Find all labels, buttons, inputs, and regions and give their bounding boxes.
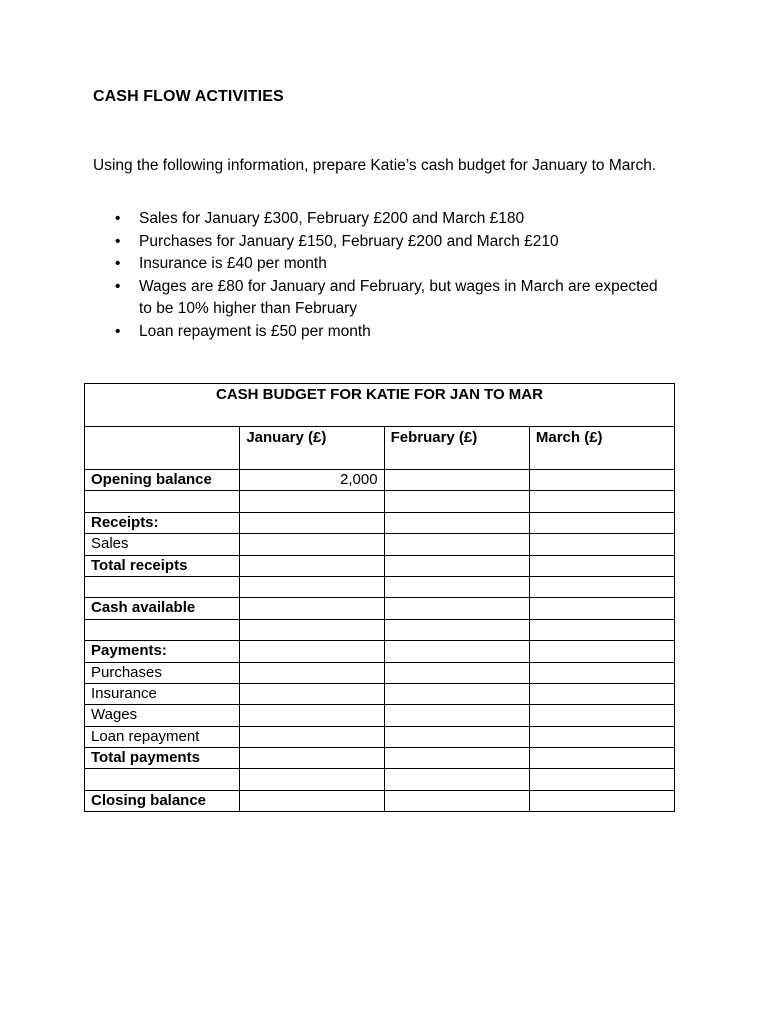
value-cell	[529, 555, 674, 576]
table-row	[85, 641, 675, 662]
row-label: Total receipts	[85, 555, 240, 576]
row-label: Cash available	[85, 598, 240, 619]
table-row	[85, 555, 675, 576]
value-cell	[384, 534, 529, 555]
table-row	[85, 769, 675, 790]
value-cell	[240, 491, 384, 512]
row-label: Payments:	[85, 641, 240, 662]
value-cell	[529, 705, 674, 726]
value-cell	[529, 726, 674, 747]
value-cell	[529, 769, 674, 790]
table-row	[85, 705, 675, 726]
bullet-text: Wages are £80 for January and February, but wages in March are expected to be 10% higher than February	[139, 277, 658, 317]
table-row	[85, 576, 675, 597]
intro-paragraph: Using the following information, prepare Katie’s cash budget for January to March.	[93, 157, 657, 174]
value-cell	[529, 683, 674, 704]
value-cell	[384, 726, 529, 747]
value-cell	[384, 769, 529, 790]
row-label: Insurance	[85, 683, 240, 704]
row-label	[85, 769, 240, 790]
value-cell	[529, 491, 674, 512]
row-label: Receipts:	[85, 512, 240, 533]
value-cell	[529, 512, 674, 533]
table-row	[85, 662, 675, 683]
info-bullet-list	[93, 208, 663, 343]
row-label	[85, 619, 240, 640]
value-cell	[529, 598, 674, 619]
row-label	[85, 576, 240, 597]
row-label: Wages	[85, 705, 240, 726]
value-cell	[240, 790, 384, 811]
table-row	[85, 512, 675, 533]
value-cell	[529, 641, 674, 662]
cash-budget-table	[84, 383, 675, 812]
row-label: Sales	[85, 534, 240, 555]
bullet-item	[93, 321, 663, 344]
value-cell	[240, 683, 384, 704]
bullet-dot: •	[115, 322, 121, 340]
table-row	[85, 598, 675, 619]
bullet-text: Purchases for January £150, February £200 and March £210	[139, 232, 559, 250]
table-title-row	[85, 384, 675, 427]
value-cell	[240, 555, 384, 576]
table-row	[85, 491, 675, 512]
value-cell	[384, 641, 529, 662]
row-label: Opening balance	[85, 470, 240, 491]
table-row	[85, 790, 675, 811]
row-label: Loan repayment	[85, 726, 240, 747]
value-cell	[240, 512, 384, 533]
value-cell	[240, 769, 384, 790]
value-cell: 2,000	[240, 470, 384, 491]
value-cell	[529, 576, 674, 597]
value-cell	[240, 662, 384, 683]
value-cell	[529, 470, 674, 491]
table-title: CASH BUDGET FOR KATIE FOR JAN TO MAR	[85, 384, 675, 427]
bullet-item	[93, 253, 663, 276]
bullet-dot: •	[115, 232, 121, 250]
table-row	[85, 683, 675, 704]
row-label: Purchases	[85, 662, 240, 683]
table-row	[85, 619, 675, 640]
value-cell	[384, 662, 529, 683]
bullet-text: Insurance is £40 per month	[139, 255, 327, 272]
value-cell	[240, 576, 384, 597]
value-cell	[384, 683, 529, 704]
value-cell	[384, 555, 529, 576]
value-cell	[240, 726, 384, 747]
bullet-text: Loan repayment is £50 per month	[139, 322, 371, 340]
table-row	[85, 534, 675, 555]
value-cell	[384, 705, 529, 726]
value-cell	[240, 641, 384, 662]
bullet-dot: •	[115, 210, 121, 227]
document-title: CASH FLOW ACTIVITIES	[93, 88, 284, 105]
bullet-item	[93, 208, 663, 231]
value-cell	[240, 705, 384, 726]
bullet-item	[93, 276, 663, 321]
value-cell	[384, 491, 529, 512]
bullet-text: Sales for January £300, February £200 and March £180	[139, 210, 525, 227]
header-cell-january: January (£)	[240, 427, 384, 470]
table-row	[85, 470, 675, 491]
value-cell	[529, 790, 674, 811]
value-cell	[240, 619, 384, 640]
header-cell-blank	[85, 427, 240, 470]
header-cell-february: February (£)	[384, 427, 529, 470]
value-cell	[384, 576, 529, 597]
value-cell	[240, 534, 384, 555]
value-cell	[384, 512, 529, 533]
row-label	[85, 491, 240, 512]
value-cell	[529, 619, 674, 640]
bullet-dot: •	[115, 277, 121, 295]
row-label: Total payments	[85, 748, 240, 769]
value-cell	[240, 598, 384, 619]
table-row	[85, 748, 675, 769]
bullet-dot: •	[115, 255, 121, 272]
header-cell-march: March (£)	[529, 427, 674, 470]
value-cell	[529, 662, 674, 683]
bullet-item	[93, 231, 663, 254]
value-cell	[384, 790, 529, 811]
table-row	[85, 726, 675, 747]
value-cell	[384, 619, 529, 640]
value-cell	[384, 598, 529, 619]
value-cell	[240, 748, 384, 769]
value-cell	[384, 470, 529, 491]
row-label: Closing balance	[85, 790, 240, 811]
value-cell	[529, 748, 674, 769]
value-cell	[384, 748, 529, 769]
value-cell	[529, 534, 674, 555]
table-header-row	[85, 427, 675, 470]
